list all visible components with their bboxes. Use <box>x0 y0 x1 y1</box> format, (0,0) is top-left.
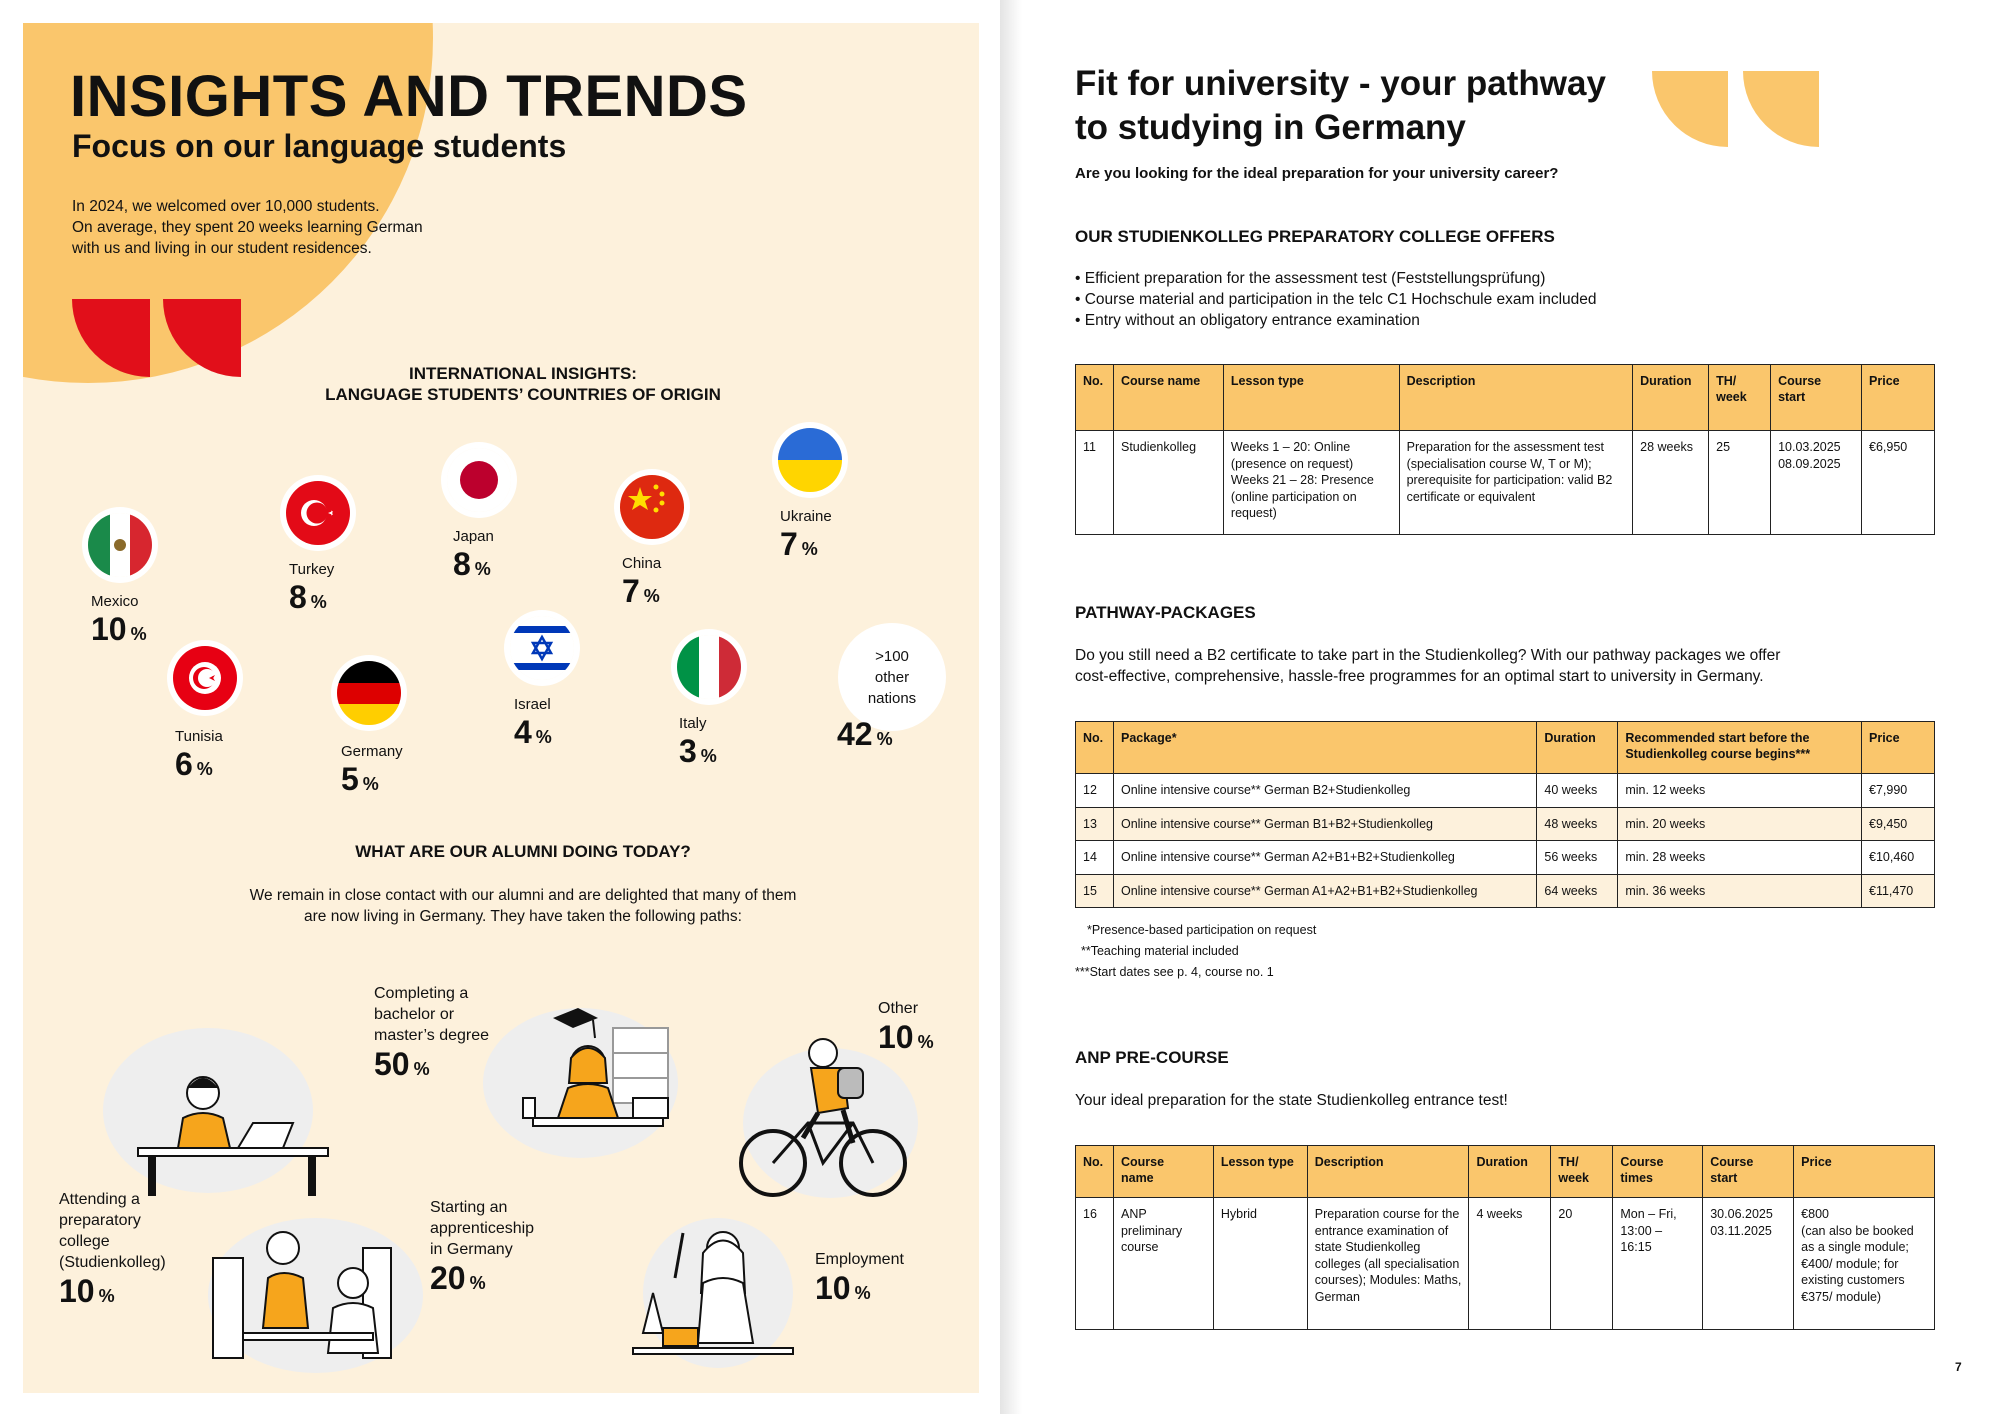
country-germany: Germany 5 % <box>337 661 457 801</box>
page-title: INSIGHTS AND TRENDS <box>70 64 748 129</box>
path-apprenticeship: Starting an apprenticeship in Germany 20 % <box>430 1199 535 1296</box>
alumni-intro: We remain in close contact with our alumni and are delighted that many of them are now living in Germany. They have taken the following paths: <box>249 887 797 925</box>
path-percentage: 10 % <box>815 1270 871 1306</box>
country-italy: Italy 3 % <box>677 635 797 775</box>
country-turkey: Turkey 8 % <box>286 481 406 621</box>
flag-israel-icon <box>510 616 574 680</box>
flag-tunisia-icon <box>173 646 237 710</box>
table-row: 13 Online intensive course** German B1+B2+Studienkolleg 48 weeks min. 20 weeks €9,450 <box>1076 807 1935 841</box>
path-percentage: 50 % <box>374 1046 430 1082</box>
country-percentage: 8 % <box>289 579 327 615</box>
country-israel: Israel 4 % <box>510 616 630 756</box>
country-percentage: 7 % <box>622 573 660 609</box>
path-percentage: 20 % <box>430 1260 486 1296</box>
quote-mark-icon <box>1652 71 1728 147</box>
anp-table <box>1075 1145 1935 1330</box>
flag-japan-icon <box>447 448 511 512</box>
table-header-row: No. Course name Lesson type Description Duration TH/ week Course times Course start Price <box>1076 1146 1935 1198</box>
employment-lab-illustration <box>613 1203 813 1373</box>
path-studienkolleg: Attending a preparatory college (Studienkolleg) 10 % <box>59 1191 166 1309</box>
apprenticeship-illustration <box>203 1213 443 1373</box>
anp-heading: ANP PRE-COURSE <box>1075 1048 1229 1067</box>
anp-text: Your ideal preparation for the state Studienkolleg entrance test! <box>1075 1092 1508 1109</box>
pathway-packages-table <box>1075 721 1935 908</box>
flag-turkey-icon <box>286 481 350 545</box>
international-heading: INTERNATIONAL INSIGHTS: LANGUAGE STUDENTS’ COUNTRIES OF ORIGIN <box>325 364 721 404</box>
studienkolleg-table <box>1075 364 1935 535</box>
other-nations-percentage: 42 % <box>837 716 893 752</box>
country-percentage: 7 % <box>780 526 818 562</box>
table-header-row: No. Course name Lesson type Description Duration TH/ week Course start Price <box>1076 365 1935 431</box>
flag-mexico-icon <box>88 513 152 577</box>
pathway-footnotes: *Presence-based participation on request **Teaching material included ***Start dates see p. 4, course no. 1 <box>1075 923 1317 979</box>
pathway-packages-heading: PATHWAY-PACKAGES <box>1075 603 1256 622</box>
table-row: 15 Online intensive course** German A1+A2+B1+B2+Studienkolleg 64 weeks min. 36 weeks €11,470 <box>1076 874 1935 908</box>
flag-china-icon <box>620 475 684 539</box>
student-laptop-illustration <box>118 1053 348 1203</box>
student-reading-illustration <box>503 998 693 1163</box>
country-mexico: Mexico 10 % <box>88 513 208 653</box>
path-percentage: 10 % <box>59 1273 115 1309</box>
intro-text: In 2024, we welcomed over 10,000 students. On average, they spent 20 weeks learning German with us and living in our student residences. <box>72 198 423 257</box>
table-row: 16 ANP preliminary course Hybrid Preparation course for the entrance examination of state Studienkolleg colleges (all specialisation courses); Modules: Maths, German 4 weeks 20 Mon – Fri, 13:00 – 16:15 30.06.2025 03.11.2025 €800 (can also be booked as a single module; €400/ module; for existing customers €375/ module) <box>1076 1198 1935 1330</box>
path-employment: Employment 10 % <box>815 1251 904 1306</box>
page-spine-shadow <box>1000 0 1022 1414</box>
page-subtitle: Focus on our language students <box>72 128 567 164</box>
studienkolleg-heading: OUR STUDIENKOLLEG PREPARATORY COLLEGE OFFERS <box>1075 227 1555 246</box>
country-percentage: 10 % <box>91 611 147 647</box>
quote-mark-icon <box>1743 71 1819 147</box>
country-percentage: 5 % <box>341 761 379 797</box>
right-page <box>1000 0 2000 1414</box>
country-tunisia: Tunisia 6 % <box>173 646 293 786</box>
path-other: Other 10 % <box>878 1000 934 1055</box>
alumni-heading: WHAT ARE OUR ALUMNI DOING TODAY? <box>355 842 691 861</box>
country-percentage: 4 % <box>514 714 552 750</box>
country-percentage: 3 % <box>679 733 717 769</box>
table-row: 11 Studienkolleg Weeks 1 – 20: Online (presence on request) Weeks 21 – 28: Presence (online participation on request) Preparation for the assessment test (specialisation course W, T or M); prerequisite for participation: valid B2 certificate or equivalent 28 weeks 25 10.03.2025 08.09.2025 €6,950 <box>1076 431 1935 535</box>
flag-germany-icon <box>337 661 401 725</box>
pathway-packages-text: Do you still need a B2 certificate to take part in the Studienkolleg? With our pathway packages we offer cost-effective, comprehensive, hassle-free programmes for an optimal start to university in Germany. <box>1075 647 1781 685</box>
flag-ukraine-icon <box>778 428 842 492</box>
path-percentage: 10 % <box>878 1019 934 1055</box>
country-china: China 7 % <box>620 475 740 615</box>
other-nations-circle: >100 other nations <box>838 623 946 731</box>
table-row: 12 Online intensive course** German B2+Studienkolleg 40 weeks min. 12 weeks €7,990 <box>1076 774 1935 808</box>
country-percentage: 6 % <box>175 746 213 782</box>
table-row: 14 Online intensive course** German A2+B1+B2+Studienkolleg 56 weeks min. 28 weeks €10,460 <box>1076 841 1935 875</box>
country-ukraine: Ukraine 7 % <box>778 428 898 568</box>
studienkolleg-bullets: • Efficient preparation for the assessment test (Feststellungsprüfung) • Course material and participation in the telc C1 Hochschule exam included • Entry without an obligatory entrance examination <box>1075 270 1597 329</box>
table-header-row: No. Package* Duration Recommended start before the Studienkolleg course begins*** Price <box>1076 722 1935 774</box>
country-japan: Japan 8 % <box>447 448 567 588</box>
path-university: Completing a bachelor or master’s degree 50 % <box>374 985 490 1082</box>
pathway-subtitle: Are you looking for the ideal preparation for your university career? <box>1075 165 1559 182</box>
country-percentage: 8 % <box>453 546 491 582</box>
page-number: 7 <box>1955 1360 1962 1374</box>
insights-panel <box>23 23 979 1393</box>
pathway-title: Fit for university - your pathway to studying in Germany <box>1075 64 1606 147</box>
flag-italy-icon <box>677 635 741 699</box>
